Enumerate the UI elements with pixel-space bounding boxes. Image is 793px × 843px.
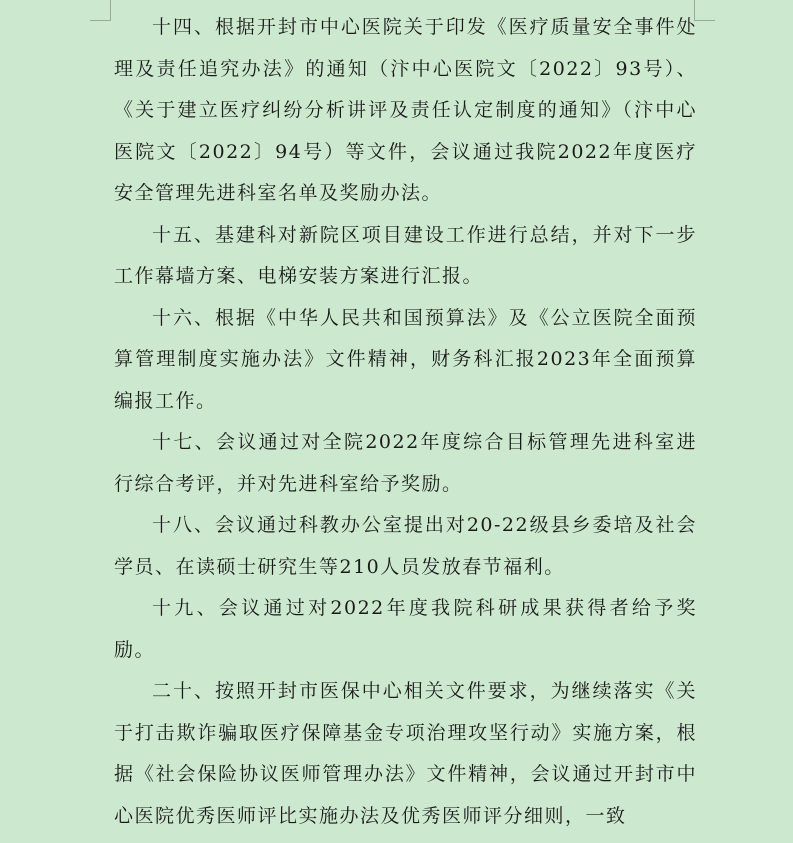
paragraph-item-18: 十八、会议通过科教办公室提出对20-22级县乡委培及社会学员、在读硕士研究生等210人员发放春节福利。 <box>114 514 697 578</box>
page-corner-mark-left <box>90 0 111 21</box>
paragraph-item-16: 十六、根据《中华人民共和国预算法》及《公立医院全面预算管理制度实施办法》文件精神，财务科汇报2023年全面预算编报工作。 <box>114 306 697 412</box>
paragraph-item-14: 十四、根据开封市中心医院关于印发《医疗质量安全事件处理及责任追究办法》的通知（汴中心医院文〔2022〕93号）、《关于建立医疗纠纷分析讲评及责任认定制度的通知》（汴中心医院文〔2022〕94号）等文件，会议通过我院2022年度医疗安全管理先进科室名单及奖励办法。 <box>114 16 697 204</box>
document-body <box>114 7 697 837</box>
paragraph-item-20: 二十、按照开封市医保中心相关文件要求，为继续落实《关于打击欺诈骗取医疗保障基金专项治理攻坚行动》实施方案，根据《社会保险协议医师管理办法》文件精神，会议通过开封市中心医院优秀医师评比实施办法及优秀医师评分细则，一致 <box>114 680 697 827</box>
paragraph-item-19: 十九、会议通过对2022年度我院科研成果获得者给予奖励。 <box>114 597 697 661</box>
paragraph-item-17: 十七、会议通过对全院2022年度综合目标管理先进科室进行综合考评，并对先进科室给予奖励。 <box>114 431 697 495</box>
page-corner-mark-right <box>694 0 715 21</box>
paragraph-item-15: 十五、基建科对新院区项目建设工作进行总结，并对下一步工作幕墙方案、电梯安装方案进行汇报。 <box>114 223 697 287</box>
